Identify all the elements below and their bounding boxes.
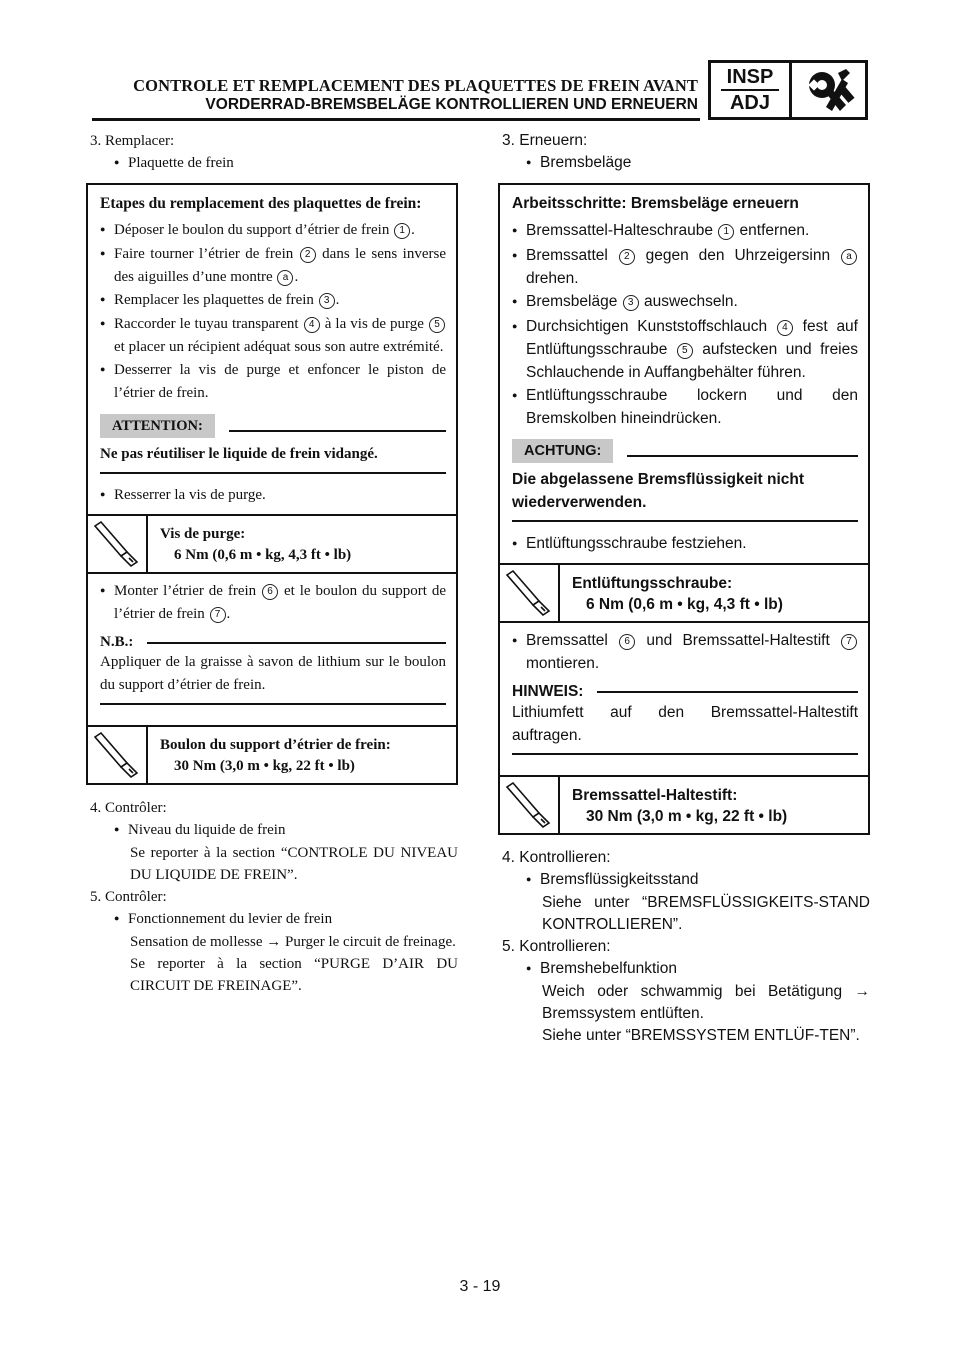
- fr-note: N.B.:: [100, 634, 446, 651]
- list-item: ● Entlüftungsschraube festziehen.: [512, 532, 858, 557]
- fr-step-5-text: Sensation de mollesse → Purger le circuit de freinage.: [130, 934, 456, 950]
- column-french: [86, 130, 458, 997]
- fr-warning: ATTENTION: Ne pas réutiliser le liquide de frein vidangé.: [100, 413, 446, 474]
- de-note-text: Lithiumfett auf den Bremssattel-Haltestift auftragen.: [512, 704, 858, 744]
- list-item: ● Faire tourner l’étrier de frein 2 dans le sens inverse des aiguilles d’une montre a .: [100, 243, 446, 289]
- badge-adj: ADJ: [729, 92, 770, 114]
- page-number: 3 - 19: [459, 1278, 501, 1295]
- wrench-screwdriver-icon: [792, 63, 865, 117]
- de-step-5-text: Weich oder schwammig bei Betätigung → Bremssystem entlüften.: [542, 983, 870, 1022]
- fr-step-4-ref: Se reporter à la section “CONTROLE DU NIVEAU DU LIQUIDE DE FREIN”.: [130, 845, 458, 883]
- fr-procedure-title: Etapes du remplacement des plaquettes de frein:: [100, 195, 422, 212]
- fr-note-text: Appliquer de la graisse à savon de lithium sur le boulon du support d’étrier de frein.: [100, 654, 446, 693]
- de-warning: ACHTUNG: Die abgelassene Bremsflüssigkeit nicht wiederverwenden.: [512, 438, 858, 522]
- fr-step-5-item: ●Fonctionnement du levier de frein: [114, 908, 458, 931]
- list-item: ● Bremssattel 2 gegen den Uhrzeigersinn a drehen.: [512, 244, 858, 290]
- de-torque-spec-2: Bremssattel-Haltestift: 30 Nm (3,0 m • kg, 22 ft • lb): [500, 775, 868, 833]
- list-item: ● Remplacer les plaquettes de frein 3 .: [100, 289, 446, 313]
- fr-step-5-ref: Se reporter à la section “PURGE D’AIR DU CIRCUIT DE FREINAGE”.: [130, 956, 458, 994]
- de-step-3-item: ●Bremsbeläge: [526, 152, 870, 175]
- insp-adj-badge: [708, 60, 868, 120]
- list-item: ● Entlüftungsschraube lockern und den Bremskolben hineindrücken.: [512, 384, 858, 430]
- torque-wrench-icon: [88, 727, 148, 783]
- fr-step-3-item: ●Plaquette de frein: [114, 152, 458, 175]
- torque-wrench-icon: [88, 516, 148, 572]
- fr-torque-spec-2: Boulon du support d’étrier de frein: 30 Nm (3,0 m • kg, 22 ft • lb): [88, 725, 456, 783]
- header-rule: [92, 118, 700, 121]
- de-step-3: 3. Erneuern:: [502, 132, 588, 149]
- fr-step-3: 3. Remplacer:: [90, 133, 175, 149]
- list-item: ● Monter l’étrier de frein 6 et le boulon du support de l’étrier de frein 7 .: [100, 580, 446, 626]
- torque-wrench-icon: [500, 565, 560, 621]
- list-item: ● Bremssattel-Halteschraube 1 entfernen.: [512, 219, 858, 244]
- list-item: ● Bremssattel 6 und Bremssattel-Haltestift 7 montieren.: [512, 629, 858, 675]
- list-item: ● Déposer le boulon du support d’étrier de frein 1 .: [100, 219, 446, 243]
- fr-step-4-item: ●Niveau du liquide de frein: [114, 819, 458, 842]
- torque-wrench-icon: [500, 777, 560, 833]
- de-step-5: 5. Kontrollieren:: [502, 938, 611, 955]
- de-note: HINWEIS:: [512, 683, 858, 701]
- list-item: ● Bremsbeläge 3 auswechseln.: [512, 290, 858, 315]
- de-step-4-item: ●Bremsflüssigkeitsstand: [526, 869, 870, 892]
- list-item: ● Raccorder le tuyau transparent 4 à la vis de purge 5 et placer un récipient adéquat sous son autre extrémité.: [100, 313, 446, 359]
- de-procedure-box: [498, 183, 870, 835]
- de-step-4-ref: Siehe unter “BREMSFLÜSSIGKEITS-STAND KONTROLLIEREN”.: [542, 894, 870, 933]
- badge-insp: INSP: [726, 66, 774, 88]
- header-title-fr: CONTROLE ET REMPLACEMENT DES PLAQUETTES DE FREIN AVANT: [133, 76, 698, 95]
- de-step-4: 4. Kontrollieren:: [502, 849, 611, 866]
- header-title-de: VORDERRAD-BREMSBELÄGE KONTROLLIEREN UND ERNEUERN: [205, 96, 698, 113]
- de-torque-spec-1: Entlüftungsschraube: 6 Nm (0,6 m • kg, 4,3 ft • lb): [500, 563, 868, 621]
- list-item: ● Durchsichtigen Kunststoffschlauch 4 fest auf Entlüftungsschraube 5 aufstecken und freies Schlauchende in Auffangbehälter führen.: [512, 315, 858, 384]
- fr-procedure-box: [86, 183, 458, 785]
- fr-torque-spec-1: Vis de purge: 6 Nm (0,6 m • kg, 4,3 ft • lb): [88, 514, 456, 572]
- de-step-5-ref: Siehe unter “BREMSSYSTEM ENTLÜF-TEN”.: [542, 1027, 860, 1044]
- de-procedure-title: Arbeitsschritte: Bremsbeläge erneuern: [512, 195, 799, 212]
- list-item: ● Desserrer la vis de purge et enfoncer le piston de l’étrier de frein.: [100, 359, 446, 405]
- list-item: ● Resserrer la vis de purge.: [100, 484, 446, 508]
- de-step-5-item: ●Bremshebelfunktion: [526, 958, 870, 981]
- fr-step-5: 5. Contrôler:: [90, 889, 167, 905]
- fr-step-4: 4. Contrôler:: [90, 800, 167, 816]
- column-german: [498, 130, 870, 1047]
